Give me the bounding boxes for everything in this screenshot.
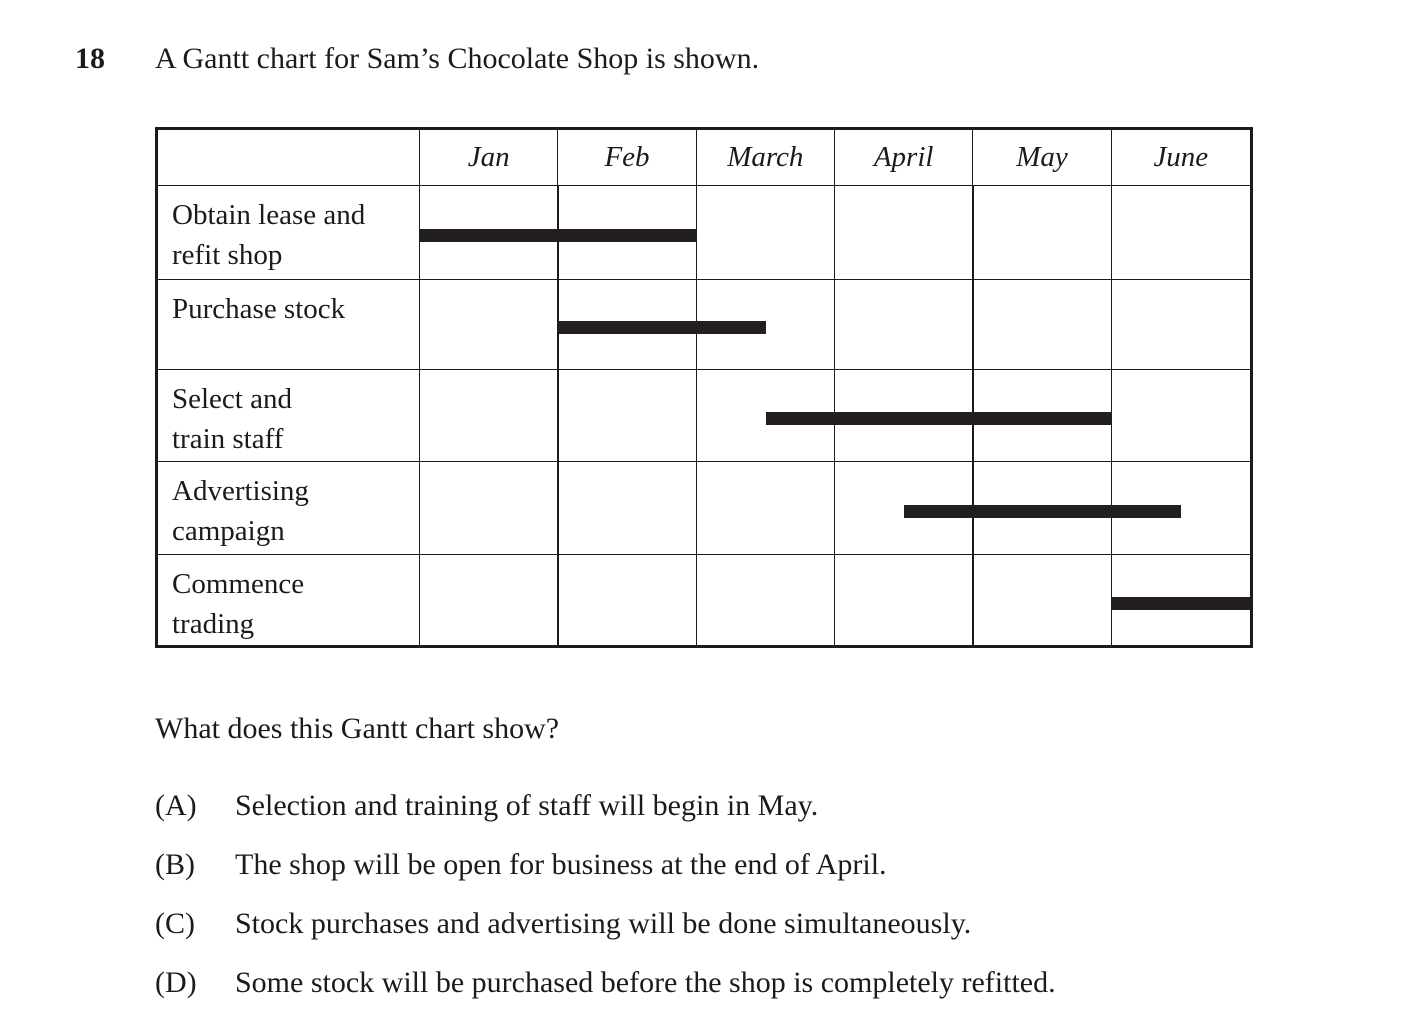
option-text: Stock purchases and advertising will be done simultaneously. <box>235 907 972 940</box>
question-title: A Gantt chart for Sam’s Chocolate Shop is shown. <box>155 42 760 75</box>
gantt-task-label-line: Select and <box>172 383 292 415</box>
gantt-gridline <box>972 555 974 645</box>
gantt-bar <box>558 321 765 334</box>
gantt-task-label <box>158 370 420 462</box>
option-text: The shop will be open for business at the end of April. <box>235 848 887 881</box>
gantt-gridline <box>834 555 836 645</box>
gantt-timeline-row <box>420 370 1250 462</box>
gantt-timeline-row <box>420 280 1250 370</box>
option-row <box>155 964 1056 1001</box>
gantt-month-header-feb: Feb <box>558 130 696 186</box>
gantt-gridline <box>1111 280 1113 369</box>
gantt-task-label-line: campaign <box>172 515 285 547</box>
option-letter: (A) <box>155 789 197 822</box>
gantt-task-label-line: trading <box>172 608 255 640</box>
gantt-gridline <box>1111 186 1113 279</box>
option-text: Some stock will be purchased before the shop is completely refitted. <box>235 966 1056 999</box>
gantt-task-label <box>158 186 420 280</box>
gantt-task-label <box>158 280 420 370</box>
option-letter: (B) <box>155 848 195 881</box>
gantt-month-header-march: March <box>697 130 835 186</box>
gantt-month-header-april: April <box>835 130 973 186</box>
option-text: Selection and training of staff will begin in May. <box>235 789 819 822</box>
option-row <box>155 846 1056 883</box>
gantt-bar <box>420 229 697 242</box>
gantt-corner-cell <box>158 130 420 186</box>
gantt-gridline <box>972 280 974 369</box>
gantt-timeline-row <box>420 462 1250 555</box>
gantt-task-label-line: Advertising <box>172 475 309 507</box>
gantt-gridline <box>557 555 559 645</box>
gantt-month-header-jan: Jan <box>420 130 558 186</box>
gantt-task-label-line: train staff <box>172 423 284 455</box>
gantt-gridline <box>696 555 698 645</box>
gantt-timeline-row <box>420 186 1250 280</box>
gantt-gridline <box>834 462 836 554</box>
gantt-gridline <box>834 280 836 369</box>
answer-options <box>155 787 1056 1023</box>
gantt-bar <box>904 505 1181 518</box>
gantt-gridline <box>972 186 974 279</box>
gantt-month-header-may: May <box>973 130 1111 186</box>
gantt-gridline <box>557 370 559 461</box>
question-number: 18 <box>75 42 105 75</box>
gantt-bar <box>1112 597 1250 610</box>
gantt-gridline <box>834 186 836 279</box>
question-header <box>75 42 759 76</box>
gantt-task-label <box>158 555 420 645</box>
gantt-gridline <box>696 462 698 554</box>
gantt-bar <box>766 412 1112 425</box>
gantt-task-label-line: Commence <box>172 568 305 600</box>
gantt-task-label-line: Purchase stock <box>172 293 346 325</box>
gantt-gridline <box>696 370 698 461</box>
gantt-timeline-row <box>420 555 1250 645</box>
gantt-task-label <box>158 462 420 555</box>
option-letter: (C) <box>155 907 195 940</box>
option-row <box>155 905 1056 942</box>
gantt-chart <box>155 127 1253 648</box>
gantt-task-label-line: refit shop <box>172 239 283 271</box>
question-prompt: What does this Gantt chart show? <box>155 712 560 745</box>
option-row <box>155 787 1056 824</box>
gantt-task-label-line: Obtain lease and <box>172 199 366 231</box>
gantt-month-header-june: June <box>1112 130 1250 186</box>
gantt-gridline <box>557 462 559 554</box>
option-letter: (D) <box>155 966 197 999</box>
